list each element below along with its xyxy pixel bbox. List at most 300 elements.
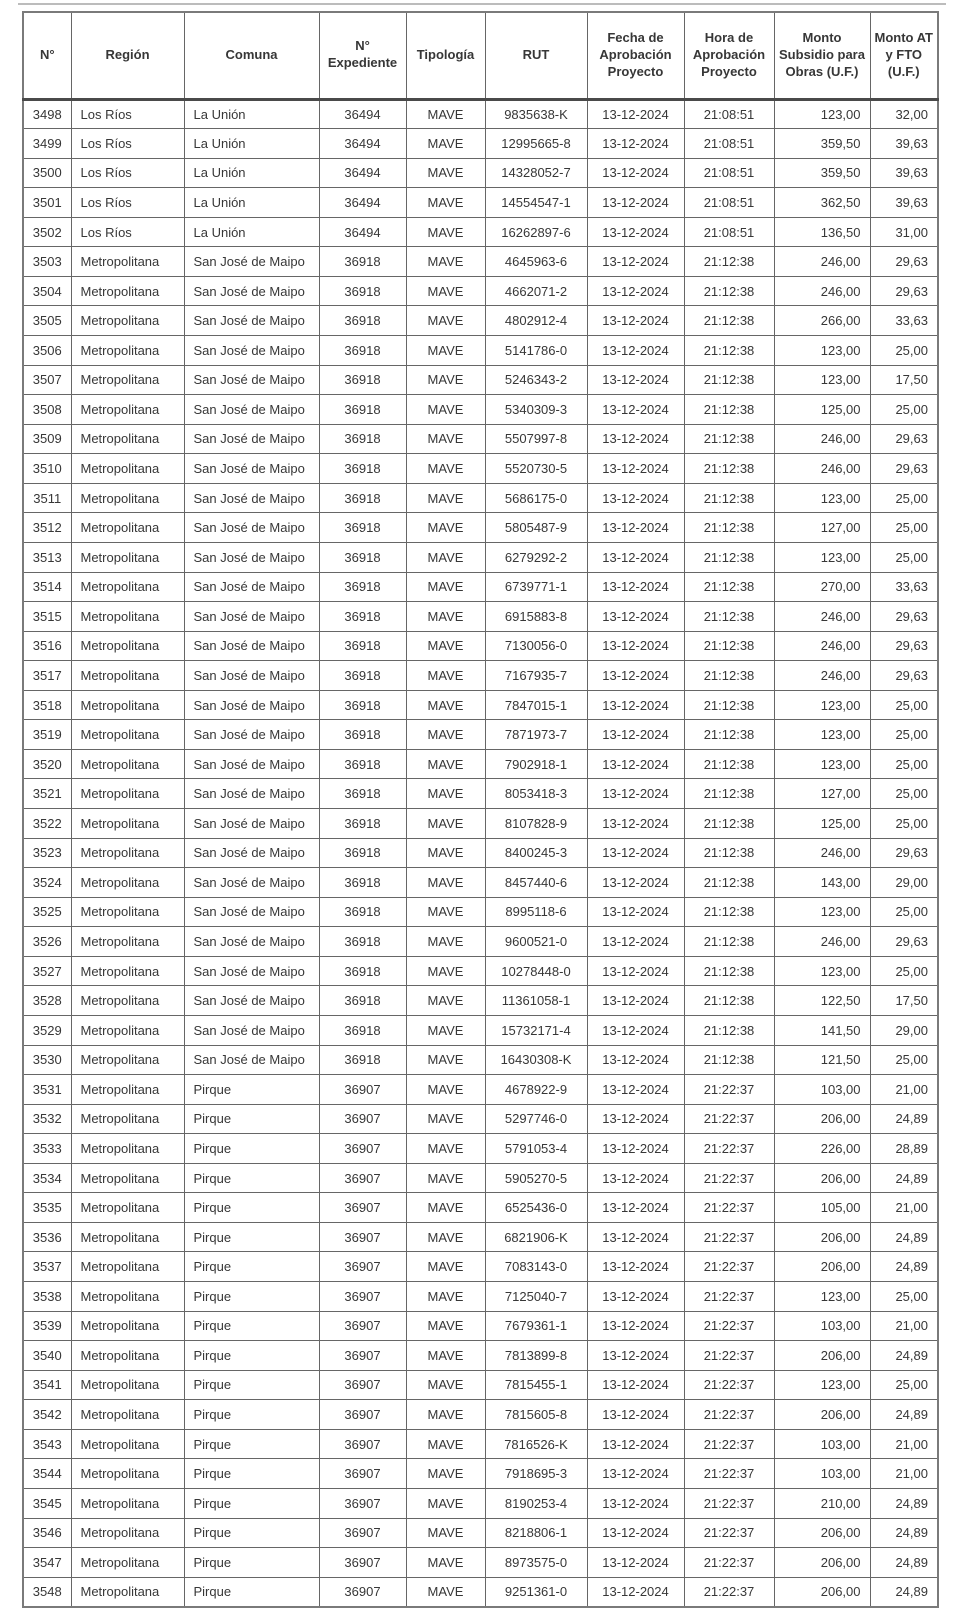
cell-monto_subsidio: 123,00 <box>774 99 870 129</box>
cell-n: 3500 <box>23 158 71 188</box>
cell-expediente: 36907 <box>319 1282 406 1312</box>
cell-tipologia: MAVE <box>406 838 485 868</box>
cell-region: Metropolitana <box>71 572 184 602</box>
cell-tipologia: MAVE <box>406 217 485 247</box>
table-row <box>23 424 938 454</box>
cell-region: Metropolitana <box>71 1163 184 1193</box>
cell-comuna: Pirque <box>184 1577 319 1607</box>
table-row <box>23 513 938 543</box>
cell-monto_at: 24,89 <box>870 1548 938 1578</box>
cell-rut: 6525436-0 <box>485 1193 587 1223</box>
cell-monto_subsidio: 246,00 <box>774 602 870 632</box>
cell-fecha: 13-12-2024 <box>587 188 684 218</box>
cell-hora: 21:08:51 <box>684 188 774 218</box>
cell-comuna: San José de Maipo <box>184 897 319 927</box>
table-row <box>23 306 938 336</box>
cell-tipologia: MAVE <box>406 424 485 454</box>
cell-monto_at: 29,63 <box>870 424 938 454</box>
cell-n: 3538 <box>23 1282 71 1312</box>
cell-region: Los Ríos <box>71 158 184 188</box>
cell-monto_subsidio: 246,00 <box>774 276 870 306</box>
cell-region: Metropolitana <box>71 513 184 543</box>
cell-n: 3508 <box>23 395 71 425</box>
cell-hora: 21:08:51 <box>684 99 774 129</box>
cell-monto_at: 21,00 <box>870 1075 938 1105</box>
cell-region: Metropolitana <box>71 868 184 898</box>
cell-rut: 7125040-7 <box>485 1282 587 1312</box>
table-row <box>23 1075 938 1105</box>
cell-rut: 16430308-K <box>485 1045 587 1075</box>
cell-tipologia: MAVE <box>406 1222 485 1252</box>
cell-tipologia: MAVE <box>406 986 485 1016</box>
cell-monto_subsidio: 121,50 <box>774 1045 870 1075</box>
cell-region: Metropolitana <box>71 306 184 336</box>
cell-n: 3505 <box>23 306 71 336</box>
cell-hora: 21:22:37 <box>684 1488 774 1518</box>
cell-comuna: San José de Maipo <box>184 1045 319 1075</box>
cell-comuna: San José de Maipo <box>184 1015 319 1045</box>
cell-monto_at: 28,89 <box>870 1134 938 1164</box>
cell-comuna: Pirque <box>184 1104 319 1134</box>
cell-region: Metropolitana <box>71 542 184 572</box>
column-header-n: N° <box>23 12 71 99</box>
cell-expediente: 36907 <box>319 1341 406 1371</box>
cell-rut: 8190253-4 <box>485 1488 587 1518</box>
cell-tipologia: MAVE <box>406 99 485 129</box>
cell-tipologia: MAVE <box>406 395 485 425</box>
cell-hora: 21:22:37 <box>684 1577 774 1607</box>
cell-expediente: 36918 <box>319 306 406 336</box>
cell-rut: 4662071-2 <box>485 276 587 306</box>
cell-monto_subsidio: 123,00 <box>774 483 870 513</box>
cell-comuna: San José de Maipo <box>184 395 319 425</box>
cell-n: 3542 <box>23 1400 71 1430</box>
cell-n: 3525 <box>23 897 71 927</box>
cell-expediente: 36907 <box>319 1429 406 1459</box>
cell-hora: 21:22:37 <box>684 1518 774 1548</box>
table-row <box>23 1518 938 1548</box>
cell-fecha: 13-12-2024 <box>587 1045 684 1075</box>
cell-hora: 21:12:38 <box>684 1015 774 1045</box>
table-row <box>23 690 938 720</box>
cell-n: 3529 <box>23 1015 71 1045</box>
cell-n: 3519 <box>23 720 71 750</box>
cell-hora: 21:12:38 <box>684 927 774 957</box>
cell-fecha: 13-12-2024 <box>587 542 684 572</box>
cell-rut: 14328052-7 <box>485 158 587 188</box>
cell-monto_subsidio: 123,00 <box>774 365 870 395</box>
cell-region: Metropolitana <box>71 986 184 1016</box>
cell-rut: 9835638-K <box>485 99 587 129</box>
table-row <box>23 336 938 366</box>
table-row <box>23 1282 938 1312</box>
cell-fecha: 13-12-2024 <box>587 631 684 661</box>
cell-rut: 7130056-0 <box>485 631 587 661</box>
cell-region: Los Ríos <box>71 99 184 129</box>
cell-monto_at: 25,00 <box>870 1045 938 1075</box>
cell-monto_subsidio: 125,00 <box>774 809 870 839</box>
cell-region: Metropolitana <box>71 1400 184 1430</box>
cell-tipologia: MAVE <box>406 454 485 484</box>
cell-monto_subsidio: 246,00 <box>774 631 870 661</box>
cell-hora: 21:12:38 <box>684 365 774 395</box>
cell-n: 3548 <box>23 1577 71 1607</box>
cell-rut: 8973575-0 <box>485 1548 587 1578</box>
cell-tipologia: MAVE <box>406 868 485 898</box>
cell-rut: 14554547-1 <box>485 188 587 218</box>
cell-monto_subsidio: 125,00 <box>774 395 870 425</box>
cell-comuna: San José de Maipo <box>184 661 319 691</box>
cell-region: Metropolitana <box>71 1488 184 1518</box>
cell-comuna: Pirque <box>184 1222 319 1252</box>
table-row <box>23 1015 938 1045</box>
table-row <box>23 454 938 484</box>
cell-expediente: 36918 <box>319 513 406 543</box>
cell-monto_subsidio: 246,00 <box>774 661 870 691</box>
cell-hora: 21:22:37 <box>684 1075 774 1105</box>
cell-expediente: 36918 <box>319 483 406 513</box>
cell-rut: 15732171-4 <box>485 1015 587 1045</box>
cell-monto_at: 24,89 <box>870 1400 938 1430</box>
cell-hora: 21:12:38 <box>684 661 774 691</box>
cell-hora: 21:12:38 <box>684 276 774 306</box>
cell-rut: 4645963-6 <box>485 247 587 277</box>
cell-n: 3511 <box>23 483 71 513</box>
cell-comuna: Pirque <box>184 1341 319 1371</box>
cell-fecha: 13-12-2024 <box>587 1222 684 1252</box>
cell-region: Metropolitana <box>71 365 184 395</box>
cell-monto_subsidio: 206,00 <box>774 1577 870 1607</box>
cell-n: 3546 <box>23 1518 71 1548</box>
cell-monto_subsidio: 123,00 <box>774 542 870 572</box>
cell-region: Metropolitana <box>71 661 184 691</box>
cell-expediente: 36907 <box>319 1577 406 1607</box>
table-row <box>23 1429 938 1459</box>
cell-region: Metropolitana <box>71 1134 184 1164</box>
cell-expediente: 36918 <box>319 395 406 425</box>
cell-hora: 21:12:38 <box>684 690 774 720</box>
cell-n: 3533 <box>23 1134 71 1164</box>
cell-expediente: 36907 <box>319 1163 406 1193</box>
cell-hora: 21:08:51 <box>684 129 774 159</box>
cell-monto_subsidio: 246,00 <box>774 838 870 868</box>
cell-hora: 21:22:37 <box>684 1400 774 1430</box>
cell-n: 3544 <box>23 1459 71 1489</box>
cell-rut: 11361058-1 <box>485 986 587 1016</box>
cell-expediente: 36907 <box>319 1459 406 1489</box>
table-row <box>23 1193 938 1223</box>
cell-rut: 5686175-0 <box>485 483 587 513</box>
cell-expediente: 36918 <box>319 927 406 957</box>
cell-rut: 5805487-9 <box>485 513 587 543</box>
table-row <box>23 956 938 986</box>
cell-n: 3527 <box>23 956 71 986</box>
cell-expediente: 36918 <box>319 809 406 839</box>
cell-rut: 7871973-7 <box>485 720 587 750</box>
cell-monto_at: 25,00 <box>870 897 938 927</box>
cell-n: 3526 <box>23 927 71 957</box>
cell-comuna: San José de Maipo <box>184 306 319 336</box>
cell-comuna: San José de Maipo <box>184 749 319 779</box>
cell-rut: 6915883-8 <box>485 602 587 632</box>
cell-monto_at: 25,00 <box>870 749 938 779</box>
cell-tipologia: MAVE <box>406 483 485 513</box>
cell-fecha: 13-12-2024 <box>587 779 684 809</box>
cell-comuna: Pirque <box>184 1488 319 1518</box>
cell-monto_at: 29,63 <box>870 838 938 868</box>
cell-fecha: 13-12-2024 <box>587 838 684 868</box>
cell-n: 3535 <box>23 1193 71 1223</box>
cell-monto_subsidio: 362,50 <box>774 188 870 218</box>
cell-monto_at: 39,63 <box>870 158 938 188</box>
cell-comuna: San José de Maipo <box>184 483 319 513</box>
cell-monto_at: 17,50 <box>870 365 938 395</box>
cell-rut: 4678922-9 <box>485 1075 587 1105</box>
cell-monto_subsidio: 105,00 <box>774 1193 870 1223</box>
cell-region: Metropolitana <box>71 1429 184 1459</box>
subsidy-approval-table <box>22 11 939 1608</box>
cell-expediente: 36918 <box>319 1015 406 1045</box>
cell-tipologia: MAVE <box>406 690 485 720</box>
cell-comuna: San José de Maipo <box>184 276 319 306</box>
cell-n: 3516 <box>23 631 71 661</box>
cell-monto_at: 25,00 <box>870 513 938 543</box>
cell-tipologia: MAVE <box>406 129 485 159</box>
cell-rut: 4802912-4 <box>485 306 587 336</box>
cell-region: Metropolitana <box>71 1045 184 1075</box>
cell-monto_at: 21,00 <box>870 1311 938 1341</box>
column-header-region: Región <box>71 12 184 99</box>
cell-rut: 8218806-1 <box>485 1518 587 1548</box>
cell-rut: 5507997-8 <box>485 424 587 454</box>
cell-n: 3531 <box>23 1075 71 1105</box>
cell-expediente: 36918 <box>319 868 406 898</box>
cell-comuna: San José de Maipo <box>184 779 319 809</box>
cell-n: 3541 <box>23 1370 71 1400</box>
cell-expediente: 36918 <box>319 542 406 572</box>
cell-region: Metropolitana <box>71 631 184 661</box>
cell-rut: 7815455-1 <box>485 1370 587 1400</box>
cell-hora: 21:12:38 <box>684 572 774 602</box>
cell-hora: 21:12:38 <box>684 306 774 336</box>
cell-rut: 7083143-0 <box>485 1252 587 1282</box>
cell-region: Metropolitana <box>71 779 184 809</box>
cell-rut: 7847015-1 <box>485 690 587 720</box>
cell-monto_at: 29,00 <box>870 1015 938 1045</box>
cell-monto_at: 24,89 <box>870 1252 938 1282</box>
cell-fecha: 13-12-2024 <box>587 483 684 513</box>
cell-hora: 21:12:38 <box>684 602 774 632</box>
cell-n: 3524 <box>23 868 71 898</box>
cell-monto_at: 25,00 <box>870 956 938 986</box>
cell-monto_subsidio: 123,00 <box>774 690 870 720</box>
cell-monto_at: 25,00 <box>870 1370 938 1400</box>
table-row <box>23 365 938 395</box>
cell-monto_subsidio: 206,00 <box>774 1518 870 1548</box>
cell-monto_subsidio: 270,00 <box>774 572 870 602</box>
cell-rut: 8107828-9 <box>485 809 587 839</box>
table-row <box>23 1370 938 1400</box>
column-header-monto-at: Monto AT y FTO (U.F.) <box>870 12 938 99</box>
cell-tipologia: MAVE <box>406 897 485 927</box>
cell-comuna: San José de Maipo <box>184 542 319 572</box>
table-row <box>23 1134 938 1164</box>
cell-tipologia: MAVE <box>406 188 485 218</box>
table-row <box>23 483 938 513</box>
cell-region: Metropolitana <box>71 1518 184 1548</box>
cell-monto_subsidio: 103,00 <box>774 1459 870 1489</box>
table-row <box>23 868 938 898</box>
column-header-monto-subsidio: Monto Subsidio para Obras (U.F.) <box>774 12 870 99</box>
cell-fecha: 13-12-2024 <box>587 661 684 691</box>
cell-expediente: 36907 <box>319 1488 406 1518</box>
cell-fecha: 13-12-2024 <box>587 1488 684 1518</box>
cell-rut: 7815605-8 <box>485 1400 587 1430</box>
cell-hora: 21:22:37 <box>684 1252 774 1282</box>
cell-region: Los Ríos <box>71 217 184 247</box>
cell-n: 3540 <box>23 1341 71 1371</box>
table-row <box>23 1341 938 1371</box>
cell-hora: 21:12:38 <box>684 336 774 366</box>
cell-fecha: 13-12-2024 <box>587 868 684 898</box>
cell-fecha: 13-12-2024 <box>587 1518 684 1548</box>
cell-rut: 8400245-3 <box>485 838 587 868</box>
cell-expediente: 36918 <box>319 602 406 632</box>
column-header-expediente: N° Expediente <box>319 12 406 99</box>
cell-hora: 21:12:38 <box>684 483 774 513</box>
cell-expediente: 36918 <box>319 690 406 720</box>
cell-hora: 21:12:38 <box>684 838 774 868</box>
cell-monto_at: 24,89 <box>870 1222 938 1252</box>
cell-region: Metropolitana <box>71 1548 184 1578</box>
cell-comuna: La Unión <box>184 158 319 188</box>
cell-expediente: 36494 <box>319 217 406 247</box>
table-row <box>23 897 938 927</box>
cell-monto_subsidio: 206,00 <box>774 1252 870 1282</box>
cell-hora: 21:22:37 <box>684 1282 774 1312</box>
cell-hora: 21:12:38 <box>684 779 774 809</box>
cell-rut: 6279292-2 <box>485 542 587 572</box>
cell-n: 3515 <box>23 602 71 632</box>
table-row <box>23 1252 938 1282</box>
cell-expediente: 36494 <box>319 99 406 129</box>
cell-hora: 21:08:51 <box>684 158 774 188</box>
cell-monto_at: 29,63 <box>870 276 938 306</box>
cell-hora: 21:12:38 <box>684 897 774 927</box>
table-row <box>23 1163 938 1193</box>
cell-n: 3506 <box>23 336 71 366</box>
cell-comuna: San José de Maipo <box>184 720 319 750</box>
cell-tipologia: MAVE <box>406 779 485 809</box>
cell-hora: 21:12:38 <box>684 395 774 425</box>
cell-region: Metropolitana <box>71 1104 184 1134</box>
cell-monto_at: 25,00 <box>870 809 938 839</box>
cell-region: Metropolitana <box>71 395 184 425</box>
cell-tipologia: MAVE <box>406 1104 485 1134</box>
table-row <box>23 276 938 306</box>
cell-monto_at: 25,00 <box>870 336 938 366</box>
cell-monto_at: 24,89 <box>870 1341 938 1371</box>
cell-n: 3537 <box>23 1252 71 1282</box>
cell-fecha: 13-12-2024 <box>587 217 684 247</box>
cell-fecha: 13-12-2024 <box>587 1104 684 1134</box>
cell-fecha: 13-12-2024 <box>587 1459 684 1489</box>
cell-n: 3512 <box>23 513 71 543</box>
cell-fecha: 13-12-2024 <box>587 986 684 1016</box>
column-header-comuna: Comuna <box>184 12 319 99</box>
cell-monto_at: 29,63 <box>870 602 938 632</box>
table-row <box>23 395 938 425</box>
cell-comuna: San José de Maipo <box>184 809 319 839</box>
cell-fecha: 13-12-2024 <box>587 897 684 927</box>
cell-region: Metropolitana <box>71 927 184 957</box>
cell-rut: 5141786-0 <box>485 336 587 366</box>
cell-rut: 9600521-0 <box>485 927 587 957</box>
cell-comuna: San José de Maipo <box>184 454 319 484</box>
cell-tipologia: MAVE <box>406 158 485 188</box>
cell-rut: 7902918-1 <box>485 749 587 779</box>
table-row <box>23 1104 938 1134</box>
cell-region: Metropolitana <box>71 1311 184 1341</box>
cell-monto_subsidio: 141,50 <box>774 1015 870 1045</box>
cell-expediente: 36918 <box>319 897 406 927</box>
cell-fecha: 13-12-2024 <box>587 99 684 129</box>
cell-n: 3520 <box>23 749 71 779</box>
cell-rut: 5791053-4 <box>485 1134 587 1164</box>
cell-expediente: 36918 <box>319 631 406 661</box>
cell-monto_at: 29,63 <box>870 631 938 661</box>
cell-rut: 8457440-6 <box>485 868 587 898</box>
cell-comuna: La Unión <box>184 99 319 129</box>
cell-fecha: 13-12-2024 <box>587 572 684 602</box>
cell-rut: 12995665-8 <box>485 129 587 159</box>
cell-monto_at: 29,63 <box>870 454 938 484</box>
cell-monto_subsidio: 123,00 <box>774 956 870 986</box>
cell-comuna: San José de Maipo <box>184 336 319 366</box>
cell-hora: 21:12:38 <box>684 513 774 543</box>
cell-expediente: 36918 <box>319 424 406 454</box>
cell-tipologia: MAVE <box>406 1488 485 1518</box>
cell-monto_at: 24,89 <box>870 1577 938 1607</box>
cell-region: Metropolitana <box>71 1075 184 1105</box>
cell-n: 3521 <box>23 779 71 809</box>
cell-monto_at: 39,63 <box>870 129 938 159</box>
table-row <box>23 217 938 247</box>
cell-monto_at: 21,00 <box>870 1459 938 1489</box>
cell-comuna: San José de Maipo <box>184 247 319 277</box>
cell-tipologia: MAVE <box>406 1015 485 1045</box>
cell-expediente: 36907 <box>319 1104 406 1134</box>
cell-monto_at: 21,00 <box>870 1193 938 1223</box>
cell-expediente: 36907 <box>319 1252 406 1282</box>
cell-monto_subsidio: 103,00 <box>774 1429 870 1459</box>
cell-comuna: San José de Maipo <box>184 513 319 543</box>
cell-expediente: 36918 <box>319 749 406 779</box>
cell-monto_subsidio: 127,00 <box>774 513 870 543</box>
cell-comuna: San José de Maipo <box>184 602 319 632</box>
cell-comuna: Pirque <box>184 1134 319 1164</box>
cell-region: Metropolitana <box>71 956 184 986</box>
cell-n: 3543 <box>23 1429 71 1459</box>
cell-hora: 21:12:38 <box>684 956 774 986</box>
cell-fecha: 13-12-2024 <box>587 424 684 454</box>
table-row <box>23 1488 938 1518</box>
cell-expediente: 36918 <box>319 661 406 691</box>
cell-region: Metropolitana <box>71 1222 184 1252</box>
table-row <box>23 602 938 632</box>
cell-tipologia: MAVE <box>406 1252 485 1282</box>
cell-hora: 21:22:37 <box>684 1104 774 1134</box>
